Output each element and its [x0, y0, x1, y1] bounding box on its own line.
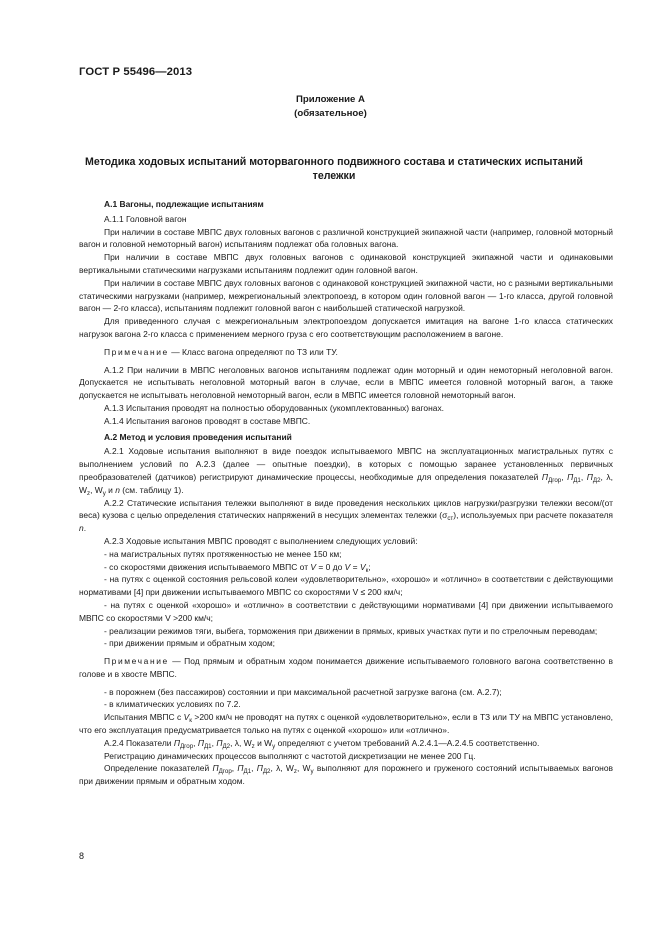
clause-text: (см. таблицу 1). [119, 484, 184, 495]
clause-a1-2: А.1.2 При наличии в МВПС неголовных вагонов испытаниям подлежат один моторный и один немоторный неголовной вагон. Допускается не испытывать неголовной моторный вагон в случае, если в МВПС имеется головной моторный вагон, а также допускается не испытывать неголовной немоторный вагон, если в МВПС имеется головной немоторный вагон. [79, 364, 613, 401]
condition-text: - со скоростями движения испытываемого МВПС от [104, 561, 311, 572]
condition-item: - в климатических условиях по 7.2. [104, 699, 241, 710]
paragraph-text: выполняют для порожнего и груженого состояний испытываемых вагонов при движении прямым и обратным ходом. [79, 763, 613, 787]
page-number: 8 [79, 851, 85, 861]
clause-text: ), используемых при расчете показателя [453, 510, 613, 521]
document-body [79, 195, 613, 788]
condition-item: - на магистральных путях протяженностью не менее 150 км; [104, 548, 342, 559]
condition-item: - в порожнем (без пассажиров) состоянии и при максимальной расчетной загрузке вагона (см. А.2.7); [104, 686, 502, 697]
annex-status: (обязательное) [294, 108, 367, 119]
note-text: — Класс вагона определяют по ТЗ или ТУ. [168, 346, 338, 357]
note [79, 655, 613, 681]
clause-text: А.2.1 Ходовые испытания выполняют в виде поездок испытываемого МВПС на эксплуатационных магистральных путях с выполнением условий по А.2.3 (далее — опытные поездки), в которых с помощью заранее установленных первичных преобразователей (датчиков) регистрируют динамические процессы, необходимые для определения показателей [79, 446, 613, 482]
document-title: Методика ходовых испытаний моторвагонного подвижного состава и статических испытаний тележки [85, 156, 583, 182]
paragraph: Регистрацию динамических процессов выполняют с частотой дискретизации не менее 200 Гц. [104, 750, 476, 761]
condition-item: - на путях с оценкой состояния рельсовой колеи «удовлетворительно», «хорошо» и «отлично» в соответствии с действующими нормативами [4] при движении испытываемого МВПС со скоростями V ≤ 200 км/ч; [79, 574, 613, 598]
note [79, 346, 613, 359]
condition-item: - со скоростями движения испытываемого МВПС от V = 0 до $V = V_к$; [104, 561, 371, 574]
paragraph: Для приведенного случая с межрегиональным электропоездом допускается имитация на вагоне 1-го класса статических нагрузок вагона 2-го класса с применением мерного груза с его соответствующим расположением в вагоне. [79, 316, 613, 339]
annex-title: Приложение А [296, 94, 365, 105]
condition-item: - на путях с оценкой «хорошо» и «отлично» в соответствии с действующими нормативами [4] при движении испытываемого МВПС со скоростями V >200 км/ч; [79, 599, 613, 623]
paragraph: Испытания МВПС с $V_к >200$ км/ч не проводят на путях с оценкой «удовлетворительно», если в ТЗ или ТУ на МВПС установлено, что его эксплуатация предусматривается только на путях с оценкой «хорошо» или «отлично». [79, 712, 613, 736]
clause-text: А.2.2 Статические испытания тележки выполняют в виде проведения нескольких циклов нагрузки/разгрузки тележки весом/(от веса) кузова с целью определения статических напряжений в несущих элементах тележки ( [79, 497, 613, 521]
note-label: Примечание [104, 656, 169, 667]
condition-item: - при движении прямым и обратным ходом; [104, 638, 276, 649]
clause-a1-3: А.1.3 Испытания проводят на полностью оборудованных (укомплектованных) вагонах. [104, 402, 445, 413]
condition-item: - реализации режимов тяги, выбега, торможения при движении в прямых, кривых участках пути и по стрелочным переводам; [104, 625, 598, 636]
paragraph-text: Испытания МВПС с [104, 712, 184, 723]
standard-header: ГОСТ Р 55496—2013 [79, 66, 193, 78]
note-label: Примечание [104, 346, 169, 357]
clause-text: А.2.4 Показатели [104, 737, 174, 748]
clause-a2-2: А.2.2 Статические испытания тележки выполняют в виде проведения нескольких циклов нагрузки/разгрузки тележки весом/(от веса) кузова с целью определения статических напряжений в несущих элементах тележки $(\sigma_{ст})$, используемых при расчете показателя n. [79, 497, 613, 534]
paragraph: При наличии в составе МВПС двух головных вагонов с различной конструкцией экипажной части (например, головной моторный вагон и головной немоторный вагон) испытаниям подлежат оба головных вагона. [79, 226, 613, 250]
note-text: — Под прямым и обратным ходом понимается движение испытываемого головного вагона соответственно в голове и в хвосте МВПС. [79, 656, 613, 679]
clause-text: определяют с учетом требований А.2.4.1—А.2.4.5 соответственно. [275, 737, 540, 748]
paragraph-text: Определение показателей [104, 763, 213, 774]
paragraph: Определение показателей $П_{Дгор}$, $П_{Д1}$, $П_{Д2}$, λ, $W_z$, $W_y$ выполняют для порожнего и груженого состояний испытываемых вагонов при движении прямым и обратным ходом. [79, 763, 613, 787]
clause-a1-4: А.1.4 Испытания вагонов проводят в составе МВПС. [104, 415, 311, 426]
clause-a2-3: А.2.3 Ходовые испытания МВПС проводят с выполнением следующих условий: [104, 535, 418, 546]
clause-a2-4: А.2.4 Показатели $П_{Дгор}$, $П_{Д1}$, $П_{Д2}$, λ, $W_z$ и $W_y$ определяют с учетом требований А.2.4.1—А.2.4.5 соответственно. [104, 737, 540, 750]
paragraph: При наличии в составе МВПС двух головных вагонов с одинаковой конструкцией экипажной части и одинаковыми вертикальными статическими нагрузками испытаниям подлежит один головной вагон. [79, 252, 613, 275]
paragraph: При наличии в составе МВПС двух головных вагонов с одинаковой конструкцией экипажной части, но с разными вертикальными статическими нагрузками (например, межрегиональный электропоезд, в котором один головной вагон — 1-го класса, другой головной вагон — 2-го класса), испытаниям подлежит головной вагон с наибольшей статической нагрузкой. [79, 277, 613, 314]
section-a1-heading: А.1 Вагоны, подлежащие испытаниям [104, 199, 264, 209]
clause-a1-1: А.1.1 Головной вагон [104, 213, 187, 224]
paragraph-text: >200 км/ч не проводят на путях с оценкой «удовлетворительно», если в ТЗ или ТУ на МВПС установлено, что его эксплуатация предусматривается только на путях с оценкой «хорошо» или «отлично». [79, 712, 613, 736]
clause-a2-1: А.2.1 Ходовые испытания выполняют в виде поездок испытываемого МВПС на эксплуатационных магистральных путях с выполнением условий по А.2.3 (далее — опытные поездки), в которых с помощью заранее установленных первичных преобразователей (датчиков) регистрируют динамические процессы, необходимые для определения показателей $П_{Дгор}$, $П_{Д1}$, $П_{Д2}$, λ, $W_z$, $W_y$ и n (см. таблицу 1). [79, 446, 613, 497]
section-a2-heading: А.2 Метод и условия проведения испытаний [104, 431, 292, 442]
